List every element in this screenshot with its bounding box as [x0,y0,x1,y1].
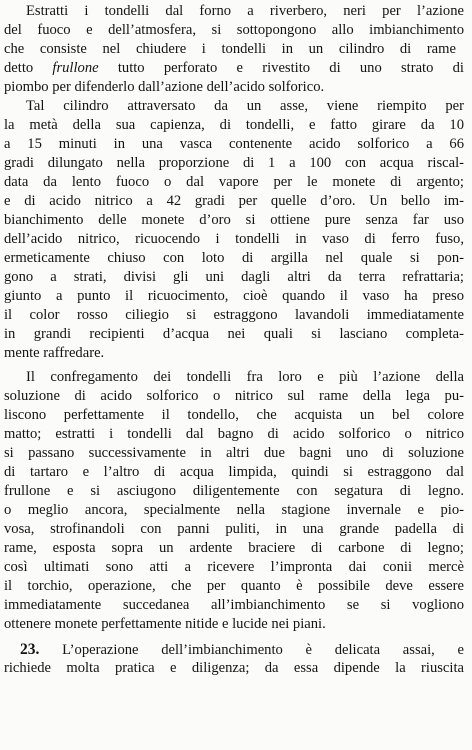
text-run: ottenere monete perfettamente nitide e lucide nei piani. [4,616,326,632]
paragraph-2-line-1 [26,97,464,116]
text-run: rame, esposta sopra un ardente braciere di carbone di legno; [4,540,464,556]
text-run: di tartaro e l’altro di acqua limpida, quindi si estraggono dal [4,464,464,480]
text-run: la metà della sua capienza, di tondelli, e fatto girare da 10 [4,117,464,133]
paragraph-2-line-6 [4,192,464,211]
text-run: bianchimento delle monete d’oro si ottiene pure senza far uso [4,212,464,228]
section-number: 23. [20,641,40,658]
paragraph-2-line-3 [4,135,464,154]
paragraph-2-line-10 [4,268,464,287]
paragraph-3-line-10 [4,539,464,558]
paragraph-2-line-14 [4,344,464,363]
paragraph-3-line-14 [4,615,464,634]
text-run: mente raffredare. [4,345,105,361]
section-23-line-2 [4,659,464,678]
paragraph-1-line-4 [4,59,464,78]
text-run: piombo per difenderlo dall’azione dell’acido solforico. [4,79,325,95]
paragraph-2-line-8 [4,230,464,249]
paragraph-3-line-13 [4,596,464,615]
text-run: dell’acido nitrico, ricuocendo i tondelli in vaso di ferro fuso, [4,231,464,247]
text-run: gradi dilungato nella proporzione di 1 a 100 con acqua riscal- [4,155,464,171]
paragraph-3-line-9 [4,520,464,539]
paragraph-1-line-3 [4,40,456,59]
paragraph-3-line-1 [26,368,464,387]
text-run: e di acido nitrico a 42 gradi per quelle d’oro. Un bello im- [4,193,464,209]
text-run: così ultimati sono atti a ricevere l’impronta dai conii mercè [4,559,464,575]
text-run: data da lento fuoco o dal vapore per le monete di argento; [4,174,464,190]
text-run: Tal cilindro attraversato da un asse, viene riempito per [26,98,464,114]
paragraph-2-line-5 [4,173,464,192]
text-run: Il confregamento dei tondelli fra loro e più l’azione della [26,369,464,385]
text-run: si passano successivamente in altri due bagni uno di soluzione [4,445,464,461]
text-run: a 15 minuti in una vasca contenente acido solforico a 66 [4,136,464,152]
text-run: in grandi recipienti d’acqua nei quali si lasciano completa- [4,326,464,342]
text-run: liscono perfettamente il tondello, che acquista un bel colore [4,407,464,423]
paragraph-3-line-2 [4,387,464,406]
text-run: vosa, strofinandoli con panni puliti, in una grande padella di [4,521,464,537]
text-run: che consiste nel chiudere i tondelli in un cilindro di rame [4,41,456,57]
paragraph-2-line-11 [4,287,464,306]
section-23-line-1 [20,640,464,660]
italic-term: frullone [52,60,99,76]
text-run: il color rosso ciliegio si estraggono lavandoli immediatamente [4,307,464,323]
paragraph-3-line-7 [4,482,464,501]
paragraph-3-line-4 [4,425,464,444]
paragraph-2-line-12 [4,306,464,325]
text-run: il torchio, operazione, che per quanto è possibile deve essere [4,578,464,594]
paragraph-2-line-7 [4,211,464,230]
paragraph-3-line-5 [4,444,464,463]
text-run: soluzione di acido solforico o nitrico sul rame della lega pu- [4,388,464,404]
text-run: Estratti i tondelli dal forno a riverbero, neri per l’azione [26,3,464,19]
text-run: L’operazione dell’imbianchimento è delicata assai, e [62,642,464,658]
text-run: matto; estratti i tondelli dal bagno di acido solforico o nitrico [4,426,464,442]
paragraph-3-line-8 [4,501,464,520]
text-run: o meglio ancora, specialmente nella stagione invernale e pio- [4,502,464,518]
text-run: detto [4,60,53,76]
paragraph-1-line-2 [4,21,464,40]
paragraph-2-line-13 [4,325,464,344]
text-run: giunto a punto il ricuocimento, cioè quando il vaso ha preso [4,288,464,304]
text-run: ermeticamente chiuso con loto di argilla nel quale si pon- [4,250,464,266]
paragraph-3-line-12 [4,577,464,596]
text-run: frullone e si asciugono diligentemente con segatura di legno. [4,483,464,499]
text-run: tutto perforato e rivestito di uno strato di [98,60,464,76]
paragraph-2-line-2 [4,116,464,135]
text-run: immediatamente succedanea all’imbianchimento se si vogliono [4,597,464,613]
text-run: gono a strati, divisi gli uni dagli altri da terra refrattaria; [4,269,464,285]
paragraph-3-line-6 [4,463,464,482]
paragraph-3-line-3 [4,406,464,425]
paragraph-1-line-1 [26,2,464,21]
paragraph-2-line-4 [4,154,464,173]
text-run: del fuoco e dell’atmosfera, si sottopongono allo imbianchimento [4,22,464,38]
text-run: richiede molta pratica e diligenza; da essa dipende la riuscita [4,660,464,676]
paragraph-1-line-5 [4,78,464,97]
paragraph-2-line-9 [4,249,464,268]
paragraph-3-line-11 [4,558,464,577]
